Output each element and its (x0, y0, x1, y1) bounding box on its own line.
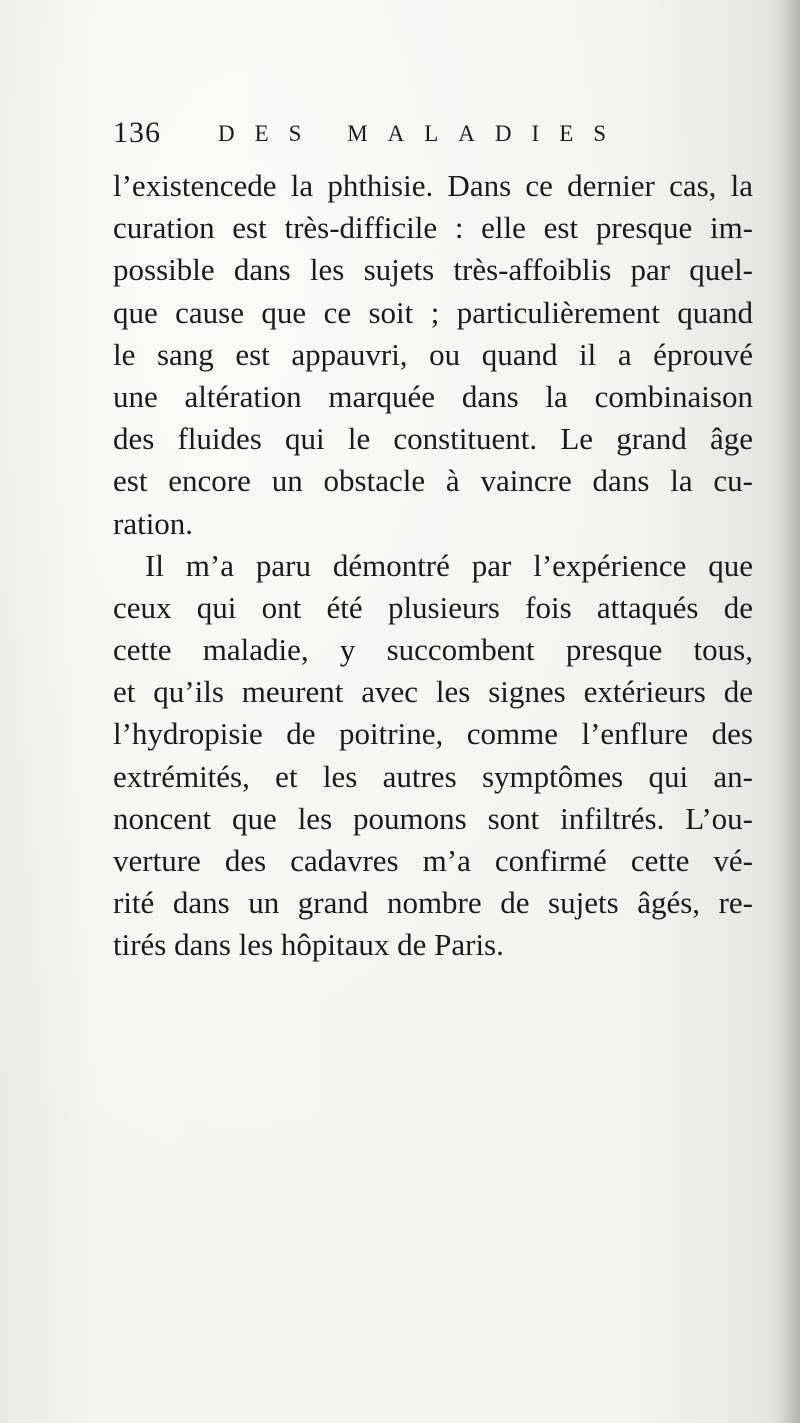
text-line: ration. (113, 505, 194, 541)
paragraph-2 (113, 545, 753, 967)
running-head: DES MALADIES (218, 121, 627, 146)
text-line: ceux qui ont été plusieurs fois attaqués de (113, 589, 753, 625)
show-through-texture (112, 925, 752, 967)
text-line: curation est très-difficile : elle est presque im- (113, 210, 753, 246)
text-line: tirés dans les hôpitaux de Paris. (113, 927, 504, 963)
paragraph-1 (113, 165, 753, 545)
text-line: verture des cadavres m’a confirmé cette vé- (113, 843, 753, 878)
body-text (113, 165, 753, 967)
text-line: Il m’a paru démontré par l’expérience que (145, 547, 753, 583)
text-line: que cause que ce soit ; particulièrement quand (113, 294, 753, 330)
text-line: l’existencede la phthisie. Dans ce dernier cas, la (113, 168, 753, 203)
text-line: rité dans un grand nombre de sujets âgés, re- (113, 885, 753, 921)
page-header (113, 115, 643, 155)
page-spine-shadow (776, 0, 800, 1423)
text-line: l’hydropisie de poitrine, comme l’enflure des (113, 716, 753, 752)
text-line: extrémités, et les autres symptômes qui an- (113, 758, 753, 794)
text-line: noncent que les poumons sont infiltrés. L’ou- (113, 800, 753, 836)
text-line: est encore un obstacle à vaincre dans la cu- (113, 463, 753, 499)
text-line: une altération marquée dans la combinaison (113, 378, 753, 414)
text-line: et qu’ils meurent avec les signes extérieurs de (113, 674, 753, 710)
page-number: 136 (113, 116, 161, 149)
text-line: cette maladie, y succombent presque tous, (113, 632, 753, 668)
text-line: des fluides qui le constituent. Le grand âge (113, 421, 753, 457)
text-line: le sang est appauvri, ou quand il a éprouvé (113, 336, 753, 372)
text-line: possible dans les sujets très-affoiblis par quel- (113, 252, 753, 288)
